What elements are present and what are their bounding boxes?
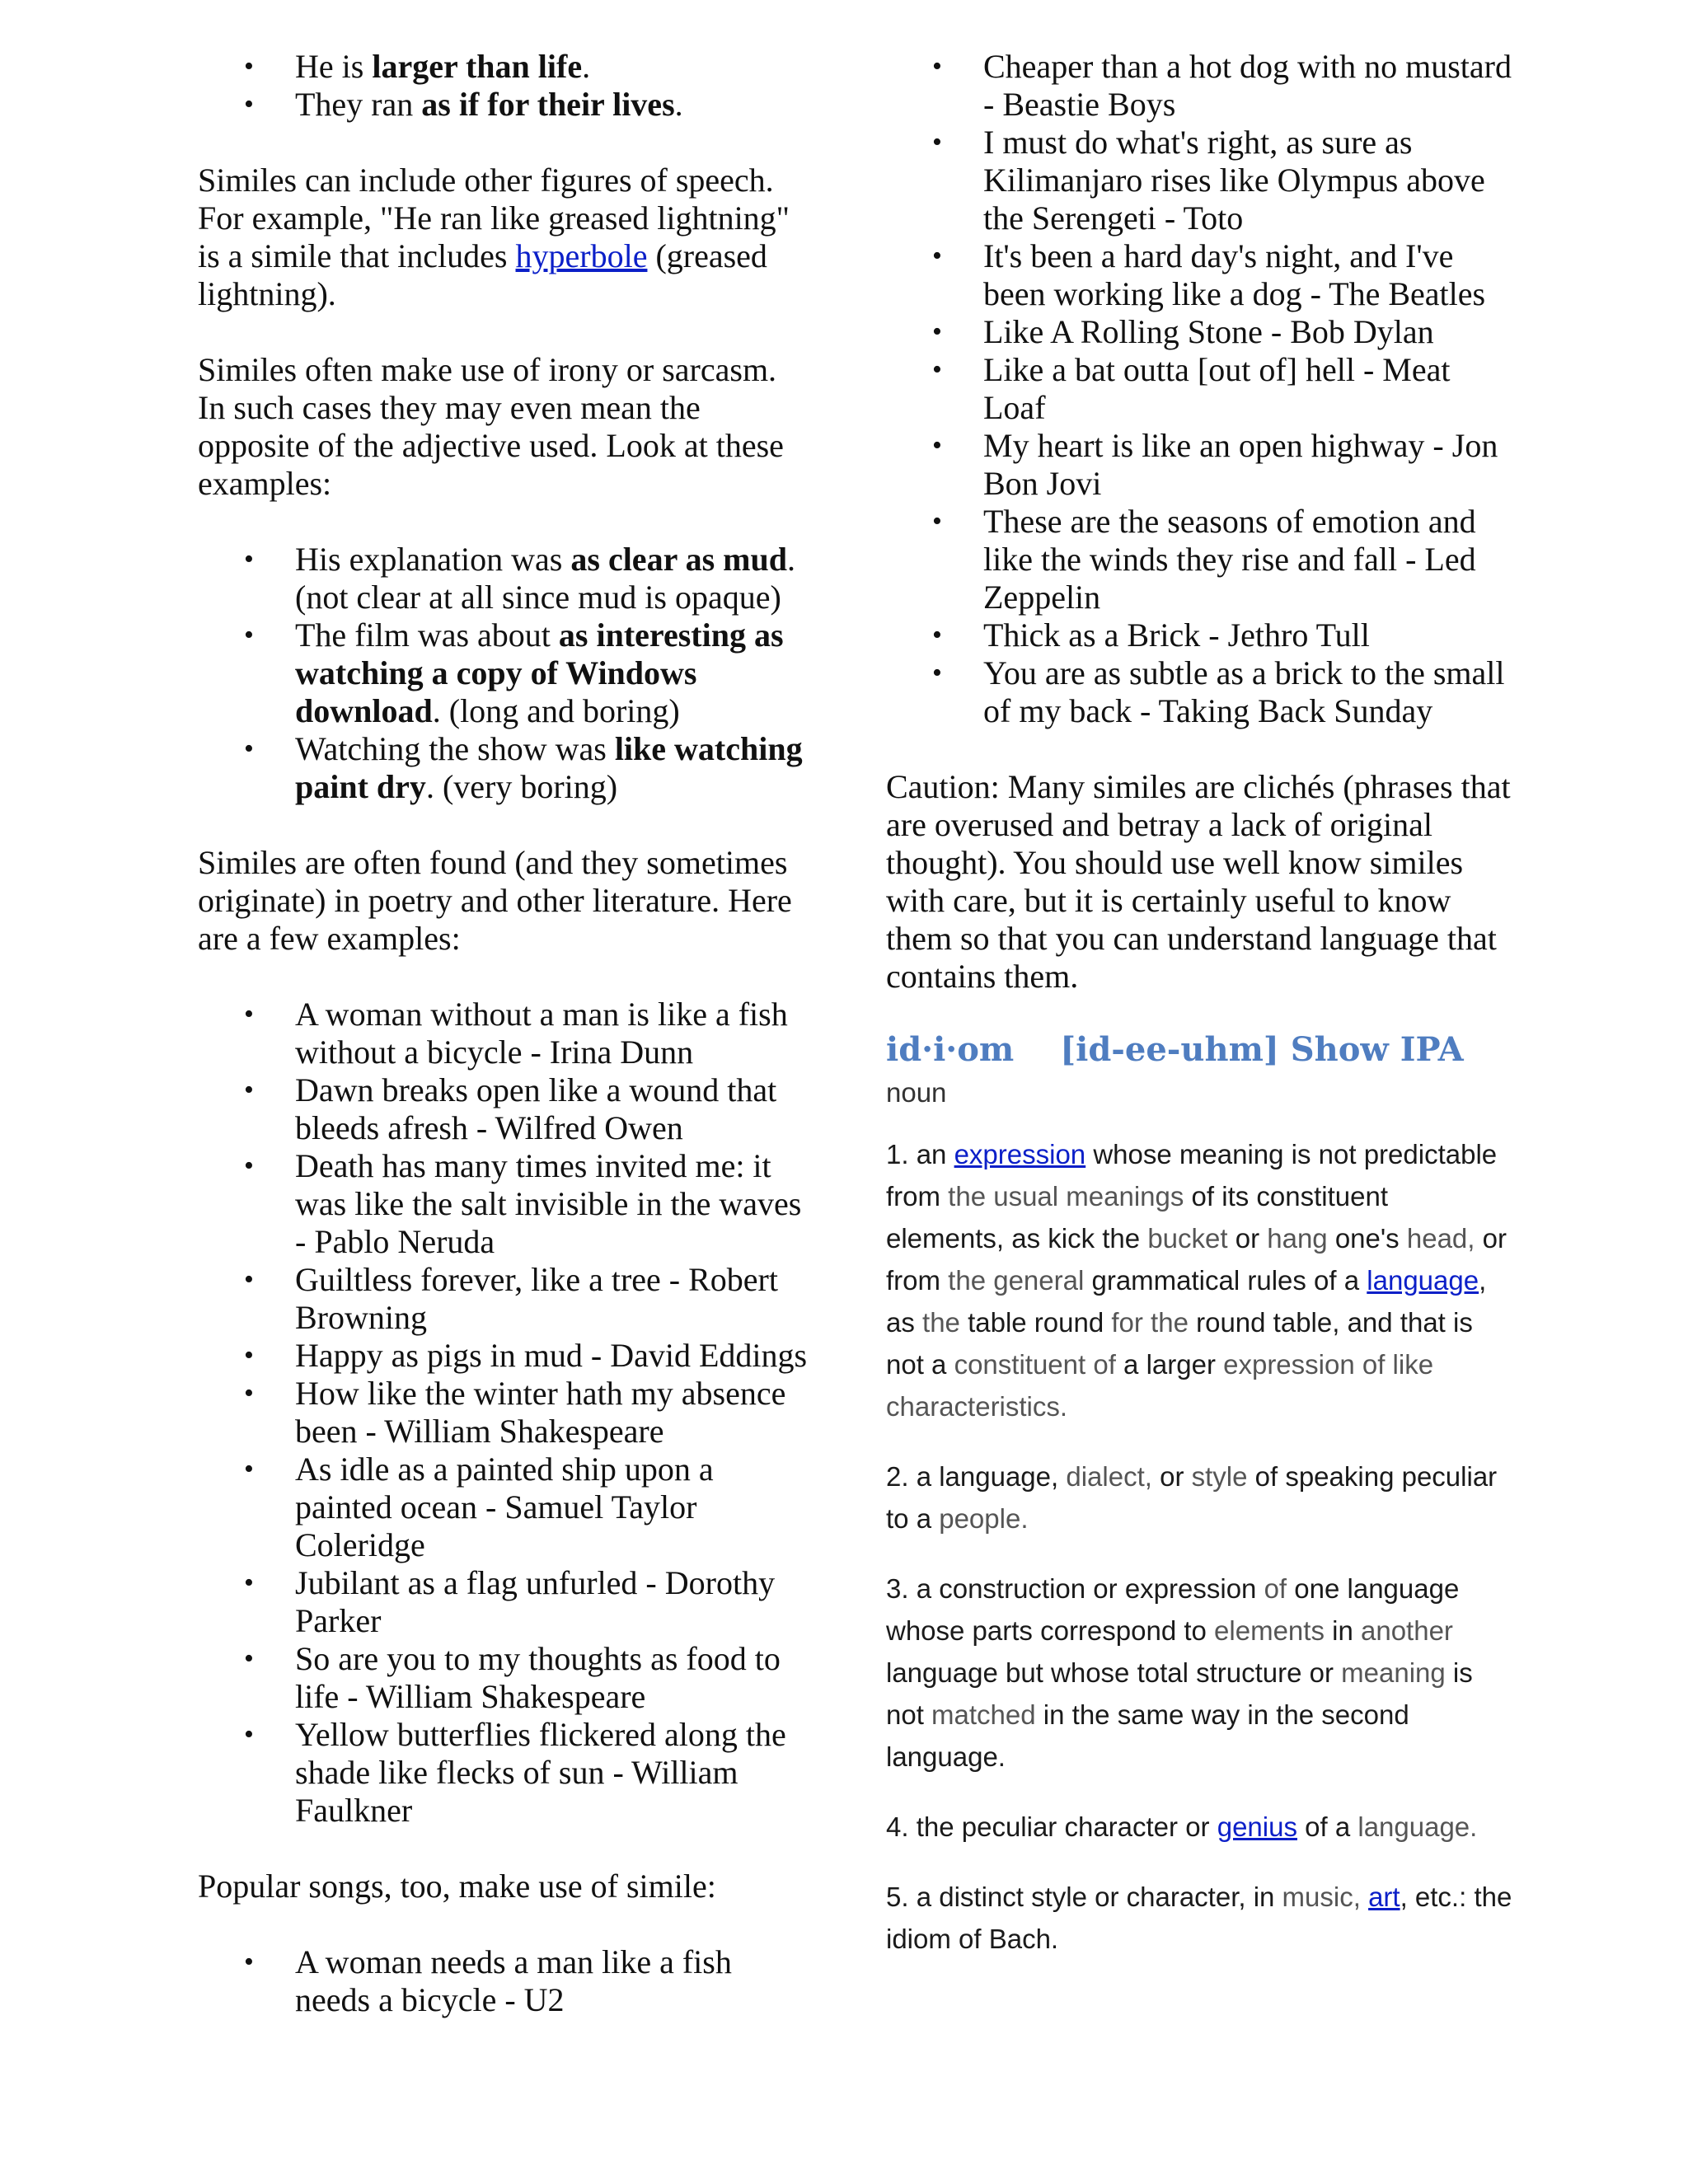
art-link[interactable]: art — [1368, 1882, 1400, 1912]
list-item: • The film was about as interesting as watching a copy of Windows download. (long and boring) — [295, 616, 808, 730]
song-list-left — [198, 1943, 808, 2019]
idiom-definition — [886, 1029, 1512, 1960]
list-item: • My heart is like an open highway - Jon Bon Jovi — [983, 427, 1512, 503]
list-item: • He is larger than life. — [295, 48, 808, 86]
paragraph-songs: Popular songs, too, make use of simile: — [198, 1868, 716, 1905]
irony-list — [198, 541, 808, 806]
list-item: • You are as subtle as a brick to the small of my back - Taking Back Sunday — [983, 654, 1512, 730]
list-item: • How like the winter hath my absence been - William Shakespeare — [295, 1375, 808, 1451]
song-list-right — [886, 48, 1512, 730]
list-item: • It's been a hard day's night, and I've been working like a dog - The Beatles — [983, 237, 1512, 313]
list-item: • Like a bat outta [out of] hell - Meat Loaf — [983, 351, 1512, 427]
idiom-heading — [886, 1029, 1512, 1071]
list-item: • His explanation was as clear as mud. (not clear at all since mud is opaque) — [295, 541, 808, 616]
expression-link[interactable]: expression — [954, 1139, 1086, 1169]
paragraph-figures: Similes can include other figures of speech. For example, "He ran like greased lightning" is a simile that includes hyperbole (greased lightning). — [198, 162, 790, 312]
definition-4: 4. the peculiar character or genius of a language. — [886, 1811, 1478, 1842]
hyperbole-link[interactable]: hyperbole — [515, 237, 648, 274]
list-item: • A woman needs a man like a fish needs a bicycle - U2 — [295, 1943, 808, 2019]
list-item: • Watching the show was like watching paint dry. (very boring) — [295, 730, 808, 806]
list-item: • Death has many times invited me: it was like the salt invisible in the waves - Pablo Neruda — [295, 1147, 808, 1261]
list-item: • Dawn breaks open like a wound that bleeds afresh - Wilfred Owen — [295, 1071, 808, 1147]
list-item: • A woman without a man is like a fish without a bicycle - Irina Dunn — [295, 996, 808, 1071]
list-item: • Yellow butterflies flickered along the shade like flecks of sun - William Faulkner — [295, 1716, 808, 1830]
definition-3: 3. a construction or expression of one language whose parts correspond to elements in another language but whose total structure or meaning is not matched in the same way in the second language. — [886, 1573, 1473, 1772]
intro-list — [198, 48, 808, 124]
paragraph-literature: Similes are often found (and they sometimes originate) in poetry and other literature. Here are a few examples: — [198, 844, 792, 957]
list-item: • Guiltless forever, like a tree - Robert Browning — [295, 1261, 808, 1337]
language-link[interactable]: language — [1367, 1265, 1479, 1296]
part-of-speech: noun — [886, 1077, 947, 1108]
list-item: • Cheaper than a hot dog with no mustard - Beastie Boys — [983, 48, 1512, 124]
left-column — [198, 48, 808, 2057]
caution-paragraph: Caution: Many similes are clichés (phrases that are overused and betray a lack of original thought). You should use well know similes with care, but it is certainly useful to know them so that you can understand language that contains them. — [886, 768, 1511, 995]
pronunciation: [id-ee-uhm] Show IPA — [1060, 1030, 1464, 1069]
literature-list — [198, 996, 808, 1830]
list-item: • As idle as a painted ship upon a painted ocean - Samuel Taylor Coleridge — [295, 1451, 808, 1564]
right-column — [886, 48, 1512, 1988]
definition-1: 1. an expression whose meaning is not predictable from the usual meanings of its constituent elements, as kick the bucket or hang one's head, or from the general grammatical rules of a language, as the table round for the round table, and that is not a constituent of a larger expression of like characteristics. — [886, 1139, 1507, 1422]
headword: id·i·om — [886, 1030, 1015, 1069]
list-item: • I must do what's right, as sure as Kilimanjaro rises like Olympus above the Serengeti - Toto — [983, 124, 1512, 237]
list-item: • Like A Rolling Stone - Bob Dylan — [983, 313, 1512, 351]
definition-5: 5. a distinct style or character, in music, art, etc.: the idiom of Bach. — [886, 1882, 1512, 1954]
list-item: • Jubilant as a flag unfurled - Dorothy Parker — [295, 1564, 808, 1640]
list-item: • These are the seasons of emotion and like the winds they rise and fall - Led Zeppelin — [983, 503, 1512, 616]
list-item: • Thick as a Brick - Jethro Tull — [983, 616, 1512, 654]
definition-2: 2. a language, dialect, or style of speaking peculiar to a people. — [886, 1461, 1498, 1534]
list-item: • Happy as pigs in mud - David Eddings — [295, 1337, 808, 1375]
list-item: • So are you to my thoughts as food to life - William Shakespeare — [295, 1640, 808, 1716]
paragraph-irony: Similes often make use of irony or sarcasm. In such cases they may even mean the opposite of the adjective used. Look at these examples: — [198, 351, 784, 502]
list-item: • They ran as if for their lives. — [295, 86, 808, 124]
genius-link[interactable]: genius — [1217, 1811, 1297, 1842]
songs-and-caution — [886, 48, 1512, 996]
